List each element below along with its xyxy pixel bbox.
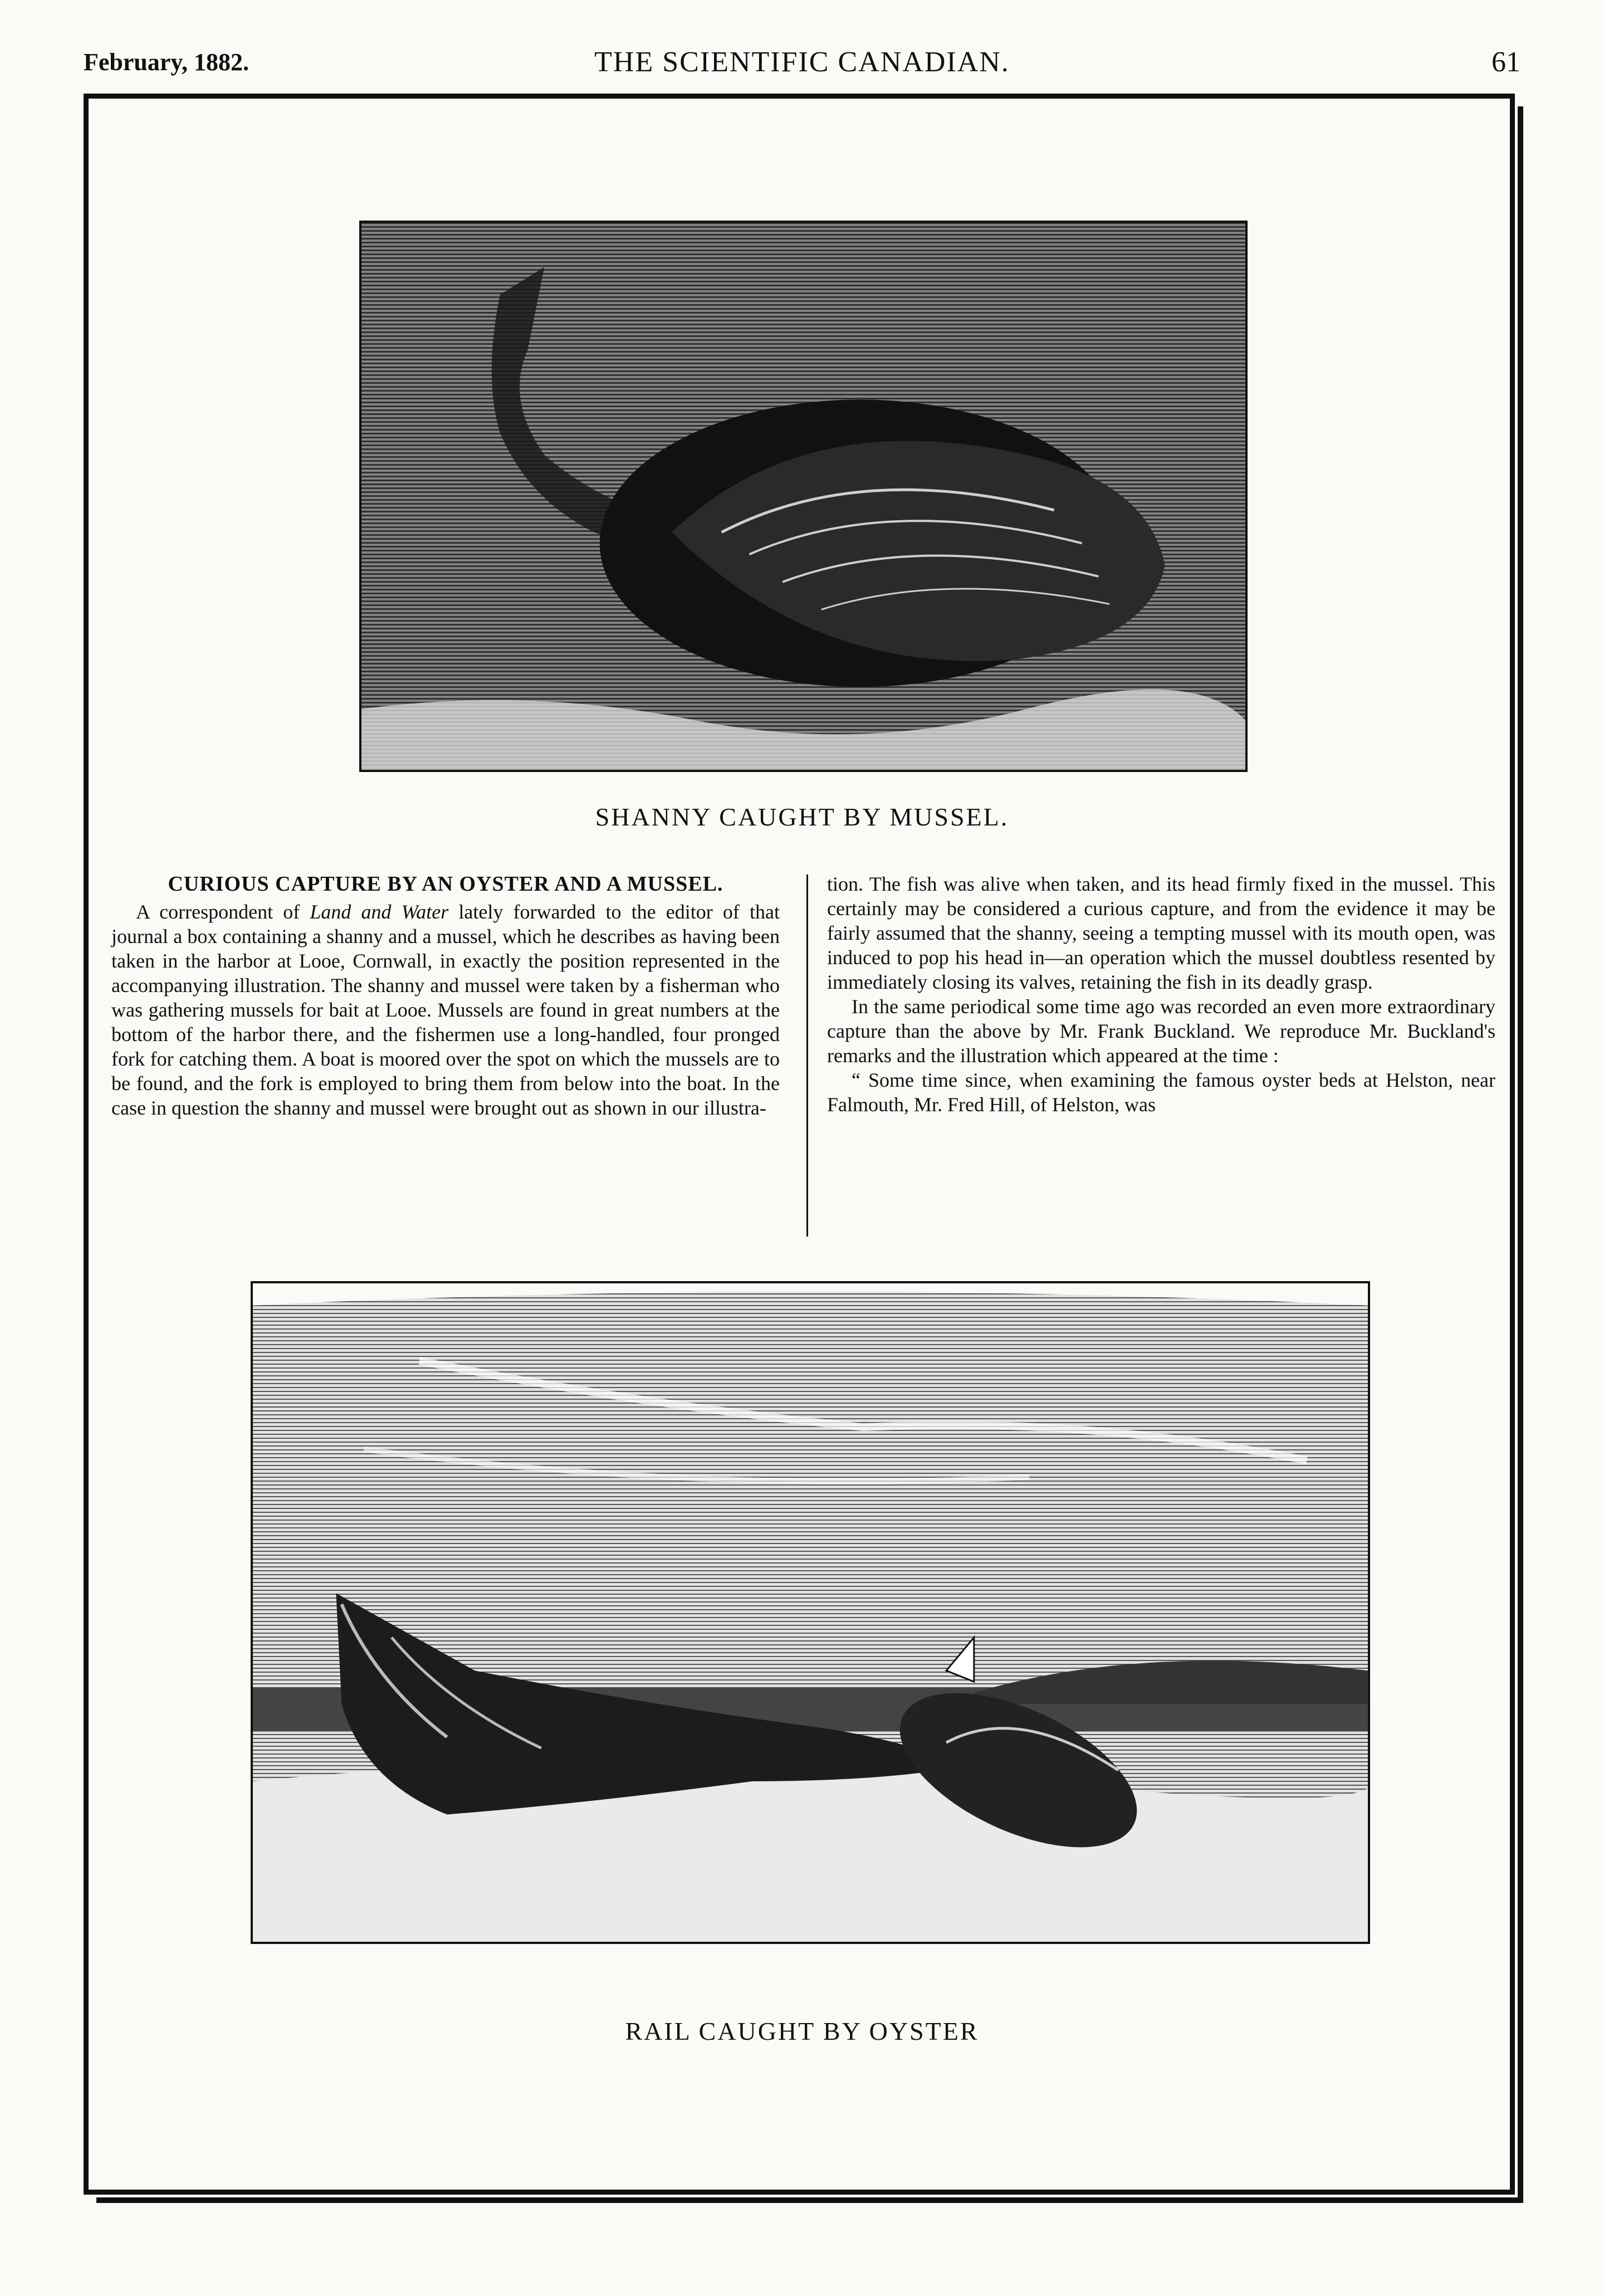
article-column-left: [111, 872, 780, 1120]
article-paragraph: [111, 900, 780, 1120]
article-headline: CURIOUS CAPTURE BY AN OYSTER AND A MUSSEL.: [168, 872, 723, 896]
figure-caption-bottom: RAIL CAUGHT BY OYSTER: [625, 2017, 979, 2045]
publication-title: THE SCIENTIFIC CANADIAN.: [594, 46, 1010, 78]
paragraph-text: A correspondent of: [136, 901, 310, 923]
article-paragraph: In the same periodical some time ago was recorded an even more extraordinary capture than the above by Mr. Frank Buckland. We reproduce Mr. Buckland's remarks and the illustration which appeared at the time :: [827, 995, 1495, 1067]
article-paragraph: tion. The fish was alive when taken, and its head firmly fixed in the mussel. This certainly may be considered a curious capture, and from the evidence it may be fairly assumed that the shanny, seeing a tempting mussel with its mouth open, was induced to pop his head in—an operation which the mussel doubtless resented by immediately closing its valves, retaining the fish in its deadly grasp.: [827, 873, 1495, 993]
figure-caption-top: SHANNY CAUGHT BY MUSSEL.: [595, 803, 1009, 831]
shanny-mussel-engraving: [359, 221, 1248, 772]
column-divider: [806, 875, 808, 1237]
issue-date: February, 1882.: [84, 48, 249, 76]
shanny-mussel-drawing: [361, 223, 1245, 770]
page-header: [84, 40, 1520, 85]
rail-oyster-engraving: [251, 1281, 1370, 1944]
paragraph-text: lately forwarded to the editor of that journal a box containing a shanny and a mussel, which he describes as having been taken in the harbor at Looe, Cornwall, in exactly the position represented in the accompanying illustration. The shanny and mussel were taken by a fisherman who was gathering mussels for bait at Looe. Mussels are found in great numbers at the bottom of the harbor there, and the fishermen use a long-handled, four pronged fork for catching them. A boat is moored over the spot on which the mussels are to be found, and the fork is employed to bring them from below into the boat. In the case in question the shanny and mussel were brought out as shown in our illustra-: [111, 901, 780, 1119]
article-column-right: [827, 872, 1495, 1117]
article-paragraph: “ Some time since, when examining the famous oyster beds at Helston, near Falmouth, Mr. Fred Hill, of Helston, was: [827, 1069, 1495, 1116]
page-number: 61: [1491, 46, 1520, 78]
rail-oyster-drawing: [253, 1283, 1368, 1942]
journal-name: Land and Water: [310, 901, 449, 923]
